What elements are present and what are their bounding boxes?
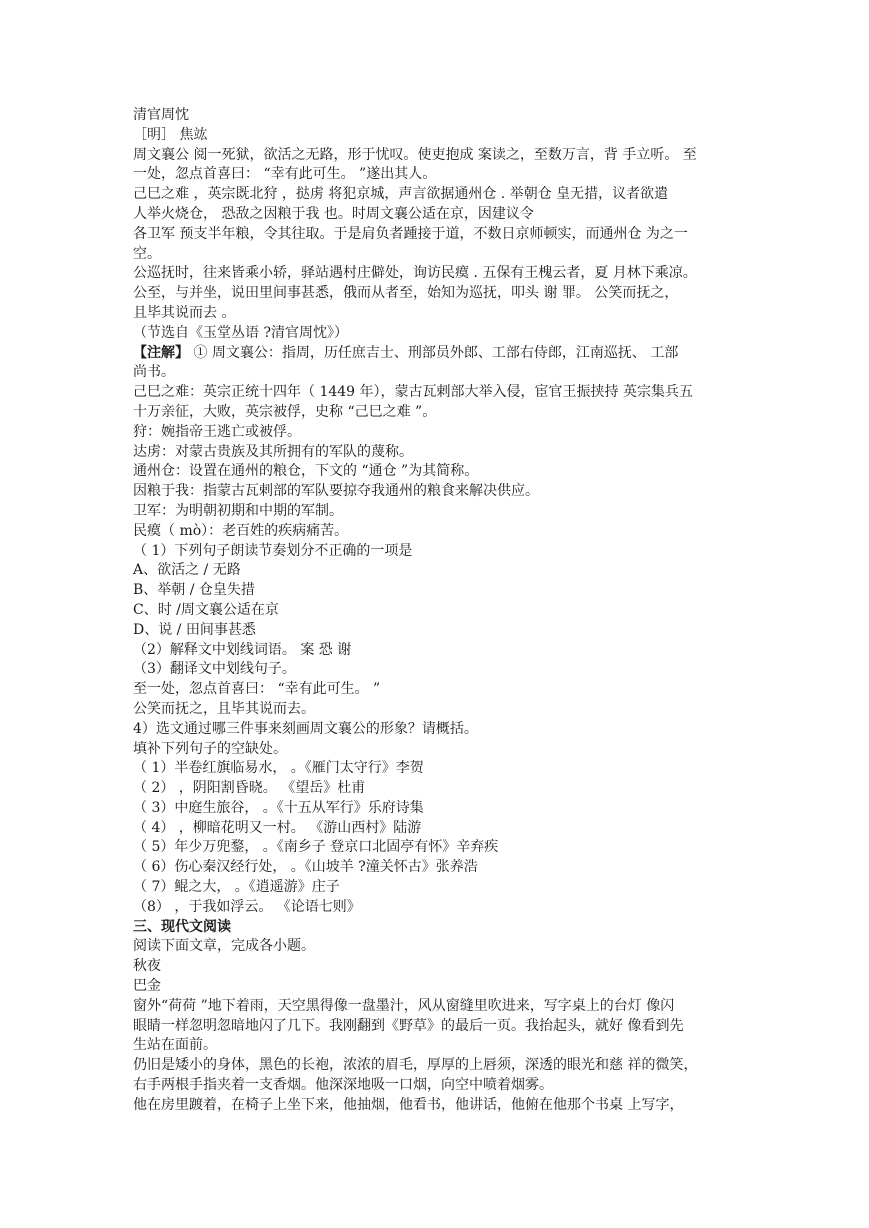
option-c: C、时 /周文襄公适在京: [133, 601, 279, 618]
fill-blank-item: （ 1）半卷红旗临易水， 。《雁门太守行》李贺: [133, 760, 424, 777]
question-line: 至一处，忽点首喜曰： “幸有此可生。 ”: [133, 681, 381, 698]
fill-blank-item: （ 7）鲲之大， 。《逍遥游》庄子: [133, 879, 340, 896]
question-line: （ 1）下列句子朗读节奏划分不正确的一项是: [133, 542, 413, 559]
text-line: 一处，忽点首喜曰： “幸有此可生。 ”遂出其人。: [133, 166, 437, 183]
document-page: [133, 106, 745, 1116]
text-line: 人举火烧仓， 恐敌之因粮于我 也。时周文襄公适在京，因建议令: [133, 205, 534, 222]
option-b: B、举朝 / 仓皇失措: [133, 582, 255, 599]
annotation-line: 达虏：对蒙古贵族及其所拥有的军队的蔑称。: [133, 443, 413, 460]
text-line: 窗外“荷荷 ”地下着雨，天空黑得像一盘墨汁，风从窗缝里吹进来，写字桌上的台灯 像闪: [133, 997, 675, 1014]
annotation-label: 【注解】: [133, 344, 189, 361]
text-line: 眼睛一样忽明忽暗地闪了几下。我刚翻到《野草》的最后一页。我抬起头，就好 像看到先: [133, 1017, 684, 1034]
annotation-line: 因粮于我：指蒙古瓦剌部的军队要掠夺我通州的粮食来解决供应。: [133, 483, 539, 500]
annotation-line: 民瘼（ mò）：老百姓的疾病痛苦。: [133, 522, 349, 539]
annotation-line: 十万亲征，大败，英宗被俘，史称 “己巳之难 ”。: [133, 403, 437, 420]
question-line: 填补下列句子的空缺处。: [133, 740, 287, 757]
text-line: 且毕其说而去 。: [133, 304, 236, 321]
text-line: 生站在面前。: [133, 1037, 217, 1054]
fill-blank-item: （ 2） ，阴阳割昏晓。 《望岳》杜甫: [133, 780, 366, 797]
question-line: （3）翻译文中划线句子。: [133, 661, 296, 678]
text-line: 各卫军 预支半年粮，令其往取。于是肩负者踵接于道，不数日京师顿实，而通州仓 为之一: [133, 225, 688, 242]
question-line: （2）解释文中划线词语。 案 恐 谢: [133, 641, 352, 658]
text-line: 公至，与并坐，说田里间事甚悉，俄而从者至，始知为巡抚，叩头 谢 罪。 公笑而抚之，: [133, 285, 679, 302]
fill-blank-item: （ 5）年少万兜鍪， 。《南乡子 登京口北固亭有怀》辛弃疾: [133, 839, 499, 856]
annotation-line: 卫军：为明朝初期和中期的军制。: [133, 502, 343, 519]
instruction-line: 阅读下面文章，完成各小题。: [133, 938, 315, 955]
text-line: 公巡抚时，往来皆乘小轿，驿站遇村庄僻处，询访民瘼 . 五保有王槐云者，夏 月林下乘凉。: [133, 265, 697, 282]
annotation-text: ① 周文襄公：指周，历任庶吉士、刑部员外郎、工部右侍郎，江南巡抚、 工部: [189, 344, 679, 361]
annotation-line: 己巳之难：英宗正统十四年（ 1449 年），蒙古瓦剌部大举入侵，宦官王振挟持 英宗集兵五: [133, 384, 693, 401]
text-line: 右手两根手指夹着一支香烟。他深深地吸一口烟，向空中喷着烟雾。: [133, 1077, 553, 1094]
fill-blank-item: （ 4） ，柳暗花明又一村。 《游山西村》陆游: [133, 819, 422, 836]
source-note: （节选自《玉堂丛语 ?清官周忱》）: [133, 324, 348, 341]
essay-author: 巴金: [133, 978, 161, 995]
text-line: 他在房里踱着，在椅子上坐下来，他抽烟，他看书，他讲话，他俯在他那个书桌 上写字，: [133, 1096, 684, 1113]
question-line: 公笑而抚之，且毕其说而去。: [133, 700, 315, 717]
text-line: 空。: [133, 245, 161, 262]
fill-blank-item: （ 3）中庭生旅谷， 。《十五从军行》乐府诗集: [133, 799, 424, 816]
annotation-line: 尚书。: [133, 364, 175, 381]
text-line: 周文襄公 阅一死狱，欲活之无路，形于忧叹。使吏抱成 案读之，至数万言，背 手立听。 至: [133, 146, 697, 163]
essay-title: 秋夜: [133, 958, 161, 975]
option-d: D、说 / 田间事甚悉: [133, 621, 256, 638]
option-a: A、欲活之 / 无路: [133, 562, 241, 579]
annotation-line: 狩：婉指帝王逃亡或被俘。: [133, 423, 301, 440]
section-heading: 三、现代文阅读: [133, 918, 231, 935]
question-line: 4）选文通过哪三件事来刻画周文襄公的形象？请概括。: [133, 720, 478, 737]
annotation-line: 通州仓：设置在通州的粮仓，下文的 “通仓 ”为其简称。: [133, 463, 479, 480]
article-author: ［明］ 焦竑: [133, 126, 208, 143]
text-line: 己巳之难 ，英宗既北狩 ，挞虏 将犯京城，声言欲据通州仓 . 举朝仓 皇无措，议者欲遣: [133, 186, 669, 203]
article-title: 清官周忱: [133, 107, 189, 123]
text-line: 仍旧是矮小的身体，黑色的长袍，浓浓的眉毛，厚厚的上唇须，深透的眼光和慈 祥的微笑，: [133, 1057, 698, 1074]
annotation-line: [133, 344, 745, 364]
fill-blank-item: （ 6）伤心秦汉经行处， 。《山坡羊 ?潼关怀古》张养浩: [133, 859, 478, 876]
fill-blank-item: （8） ，于我如浮云。 《论语七则》: [133, 898, 361, 915]
